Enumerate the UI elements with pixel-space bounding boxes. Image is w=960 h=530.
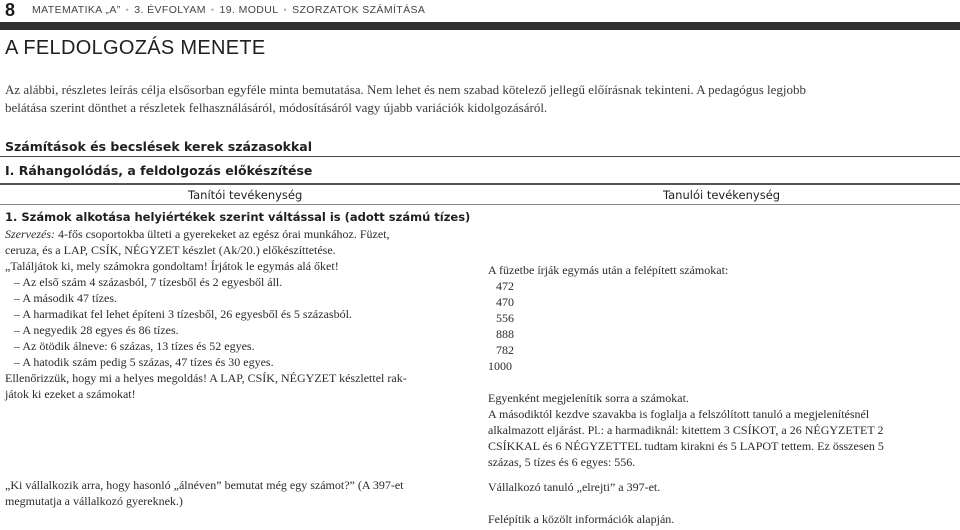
task-item: – A negyedik 28 egyes és 86 tízes. [14, 323, 179, 337]
number-item: 888 [496, 327, 514, 341]
module-label: 19. MODUL [219, 4, 279, 16]
number-item: 782 [496, 343, 514, 357]
check-line: Ellenőrizzük, hogy mi a helyes megoldás! A LAP, CSÍK, NÉGYZET készlettel rak- [5, 371, 407, 385]
number-item: 472 [496, 279, 514, 293]
phase-rule [0, 183, 960, 185]
check-line: játok ki ezeket a számokat! [5, 387, 136, 401]
organization-line: ceruza, és a LAP, CSÍK, NÉGYZET készlet (Ak/20.) előkészíttetése. [5, 243, 336, 257]
task-title: 1. Számok alkotása helyiértékek szerint váltással is (adott számú tízes) [5, 210, 471, 224]
task-item: – A harmadikat fel lehet építeni 3 tízesből, 26 egyesből és 5 százasból. [14, 307, 352, 321]
phase-heading: I. Ráhangolódás, a feldolgozás előkészítése [5, 163, 313, 178]
lesson-subtitle: Számítások és becslések kerek százasokkal [5, 139, 313, 154]
number-item: 1000 [488, 359, 512, 373]
instruction-line: „Találjátok ki, mely számokra gondoltam! Írjátok le egymás alá őket! [5, 259, 339, 273]
task-item: – Az első szám 4 százasból, 7 tízesből és 2 egyesből áll. [14, 275, 283, 289]
running-head [32, 4, 425, 16]
organization-line [5, 227, 390, 242]
student-build-line: Felépítik a közölt információk alapján. [488, 512, 675, 526]
bullet-separator: • [125, 5, 130, 15]
student-volunteer-line: Vállalkozó tanuló „elrejti” a 397-et. [488, 480, 661, 494]
bullet-separator: • [283, 5, 288, 15]
student-write-line: A füzetbe írják egymás után a felépített számokat: [488, 263, 729, 277]
number-item: 556 [496, 311, 514, 325]
student-show-line: Egyenként megjelenítik sorra a számokat. [488, 391, 689, 405]
student-para-line: CSÍKKAL és 6 NÉGYZETTEL tudtam kirakni és 5 LAPOT tettem. Ez összesen 5 [488, 439, 884, 453]
table-top-rule [0, 156, 960, 157]
organization-text: 4-fős csoportokba ülteti a gyerekeket az egész órai munkához. Füzet, [54, 227, 390, 241]
bullet-separator: • [210, 5, 215, 15]
task-item: – Az ötödik álneve: 6 százas, 13 tízes és 52 egyes. [14, 339, 255, 353]
module-title: SZORZATOK SZÁMÍTÁSA [292, 4, 426, 16]
intro-line: belátása szerint dönthet a részletek felhasználásáról, módosításáról vagy újabb variációk kidolgozásáról. [5, 100, 548, 115]
intro-line: Az alábbi, részletes leírás célja elsősorban egyféle minta bemutatása. Nem lehet és nem szabad kötelező jellegű előírásnak tekinteni. A pedagógus legjobb [5, 82, 807, 97]
number-item: 470 [496, 295, 514, 309]
volunteer-line: megmutatja a vállalkozó gyereknek.) [5, 494, 183, 508]
student-para-line: százas, 5 tízes és 6 egyes: 556. [488, 455, 636, 469]
student-column-heading: Tanulói tevékenység [663, 188, 781, 202]
column-header-rule [0, 204, 960, 205]
grade-label: 3. ÉVFOLYAM [134, 4, 206, 16]
section-title: A FELDOLGOZÁS MENETE [5, 37, 266, 59]
header-bar [0, 22, 960, 30]
page-number: 8 [5, 0, 16, 20]
task-item: – A második 47 tízes. [14, 291, 117, 305]
student-para-line: A másodiktól kezdve szavakba is foglalja a felszólított tanuló a megjelenítésnél [488, 407, 870, 421]
task-item: – A hatodik szám pedig 5 százas, 47 tízes és 30 egyes. [14, 355, 274, 369]
subject-label: MATEMATIKA „A” [32, 4, 121, 16]
teacher-column-heading: Tanítói tevékenység [188, 188, 303, 202]
student-para-line: alkalmazott eljárást. Pl.: a harmadiknál: kitettem 3 CSÍKOT, a 26 NÉGYZETET 2 [488, 423, 884, 437]
volunteer-line: „Ki vállalkozik arra, hogy hasonló „álnéven” bemutat még egy számot?” (A 397-et [5, 478, 404, 492]
organization-label: Szervezés: [5, 227, 55, 241]
